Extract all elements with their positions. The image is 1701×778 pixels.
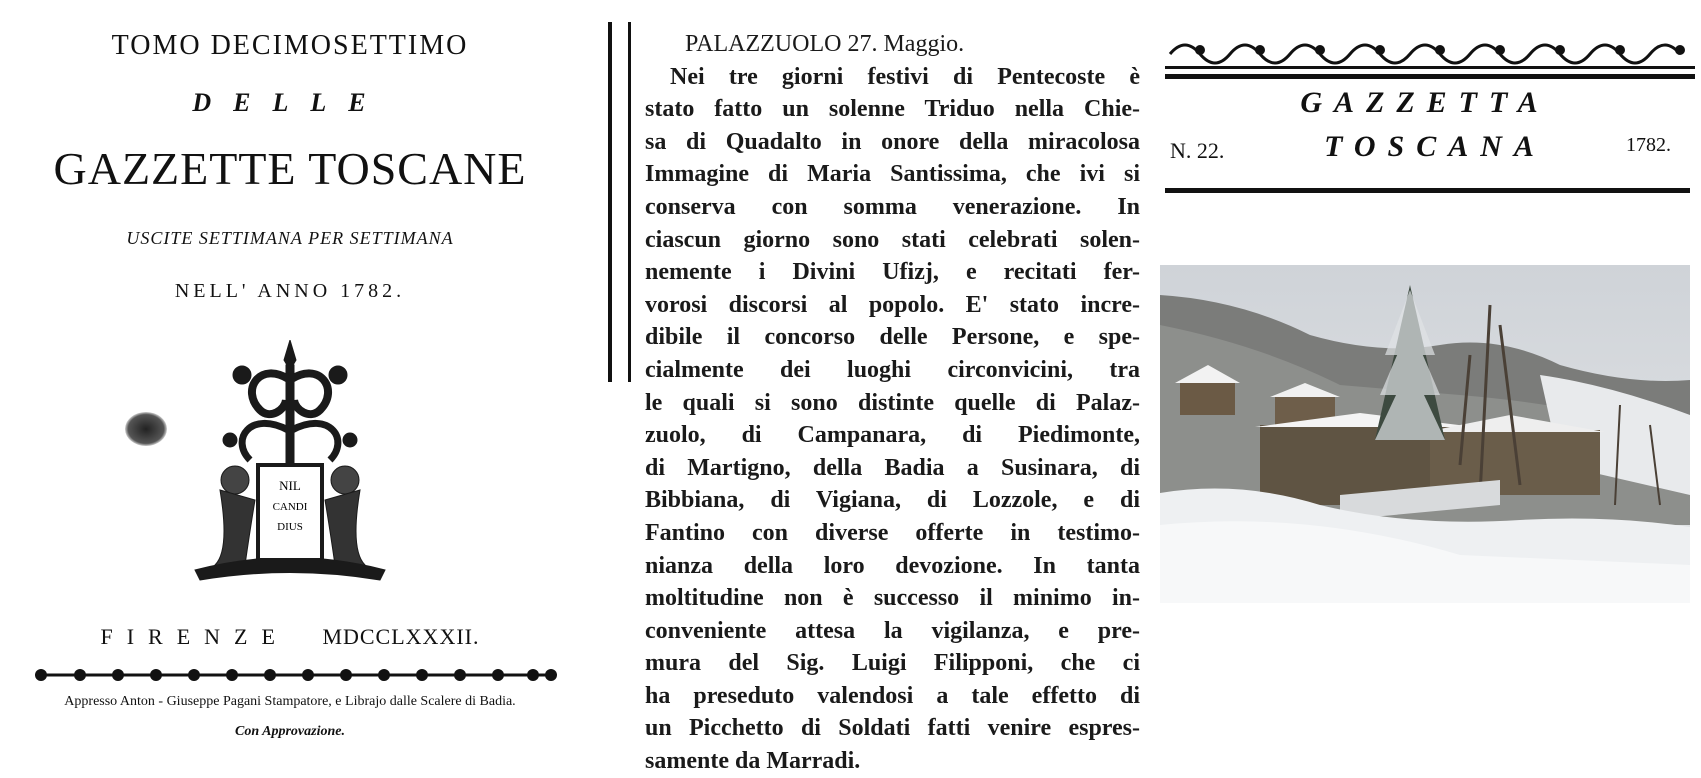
article-line: nianza della loro devozione. In tanta [645,552,1140,579]
article-line: di Martigno, della Badia a Susinara, di [645,454,1140,481]
article-line: vorosi discorsi al popolo. E' stato incre- [645,291,1140,318]
masthead-ornament [1165,36,1695,80]
masthead-bottom-rule [1165,188,1690,193]
year-roman: MDCCLXXXII. [322,624,480,649]
article-line: le quali si sono distinte quelle di Palaz- [645,389,1140,416]
article-line: samente da Marradi. [645,748,861,775]
city: FIRENZE [100,624,289,649]
article-line: dibile il concorso delle Persone, e spe- [645,324,1140,351]
article-line: ciascun giorno sono stati celebrati solen- [645,226,1140,253]
article-line: un Picchetto di Soldati fatti venire espres- [645,715,1140,742]
year-line: NELL' ANNO 1782. [174,280,406,302]
title-page [0,0,580,766]
article-line: Immagine di Maria Santissima, che ivi si [645,161,1140,188]
snowy-village-photo [1160,265,1690,603]
article-line: conserva con somma venerazione. In [645,193,1140,220]
right-panel [1160,0,1701,766]
article-line: zuolo, di Campanara, di Piedimonte, [645,422,1140,449]
article-line: sa di Quadalto in onore della miracolosa [645,128,1140,155]
masthead-title-2: TOSCANA [1324,130,1546,163]
emblem-lily-cherubs [190,340,390,585]
issue-number: N. 22. [1170,138,1225,163]
imprint-printer: Appresso Anton - Giuseppe Pagani Stampatore, e Librajo dalle Scalere di Badia. [64,694,516,709]
svg-text:DIUS: DIUS [277,521,303,533]
article-line: ha preseduto valendosi a tale effetto di [645,682,1140,709]
article-line: conveniente attesa la vigilanza, e pre- [645,617,1140,644]
subtitle: USCITE SETTIMANA PER SETTIMANA [126,228,454,248]
article-line: Fantino con diverse offerte in testimo- [645,519,1140,546]
article-line: Nei tre giorni festivi di Pentecoste è [670,63,1140,90]
article-line: cialmente dei luoghi circonvicini, tra [645,356,1140,383]
approval: Con Approvazione. [235,724,345,739]
publication-title: GAZZETTE TOSCANE [53,143,527,194]
delle-text: DELLE [192,88,388,117]
article-line: mura del Sig. Luigi Filipponi, che ci [645,650,1140,677]
article-line: nemente i Divini Ufizj, e recitati fer- [645,259,1140,286]
ink-blot [125,412,167,446]
article-line: moltitudine non è successo il minimo in- [645,585,1140,612]
column-rule-inner [628,22,631,382]
imprint-place [0,624,580,650]
article-line: Bibbiana, di Vigiana, di Lozzole, e di [645,487,1140,514]
svg-text:NIL: NIL [279,478,301,493]
article-dateline: PALAZZUOLO 27. Maggio. [685,31,965,57]
masthead-title-1: GAZZETTA [1300,86,1550,119]
column-rule-outer [608,22,612,382]
article-column [600,0,1160,775]
article-line: stato fatto un solenne Triduo nella Chie- [645,96,1140,123]
issue-year: 1782. [1626,134,1671,156]
ornamental-rule [35,667,557,683]
svg-text:CANDI: CANDI [272,501,308,513]
article-text [645,28,1140,778]
volume-title: TOMO DECIMOSETTIMO [111,30,469,61]
